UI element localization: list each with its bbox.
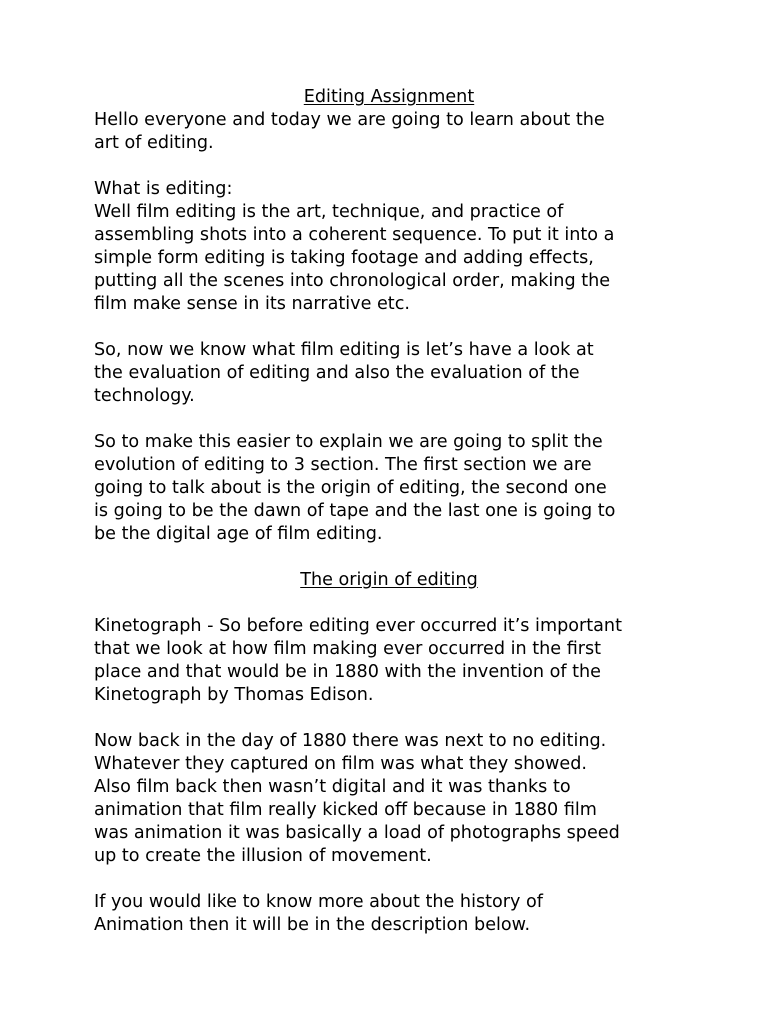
document-title: Editing Assignment	[303, 87, 475, 107]
kinetograph-paragraph: Kinetograph - So before editing ever occurred it’s important that we look at how film making ever occurred in the first place and that would be in 1880 with the invention of the Kinetograph by Thomas Edison.	[94, 616, 622, 705]
what-is-editing-paragraph: Well film editing is the art, technique, and practice of assembling shots into a coherent sequence. To put it into a simple form editing is taking footage and adding effects, putting all the scenes into chronological order, making the film make sense in its narrative etc.	[94, 202, 615, 314]
intro-paragraph: Hello everyone and today we are going to learn about the art of editing.	[94, 110, 605, 153]
what-is-editing-heading: What is editing:	[94, 179, 233, 199]
evaluation-paragraph: So, now we know what film editing is let’s have a look at the evaluation of editing and also the evaluation of the technology.	[94, 340, 594, 406]
origin-section-heading: The origin of editing	[300, 570, 478, 590]
spacer	[94, 707, 684, 730]
animation-paragraph: If you would like to know more about the history of Animation then it will be in the description below.	[94, 892, 543, 935]
spacer	[94, 592, 684, 615]
year-1880-paragraph: Now back in the day of 1880 there was next to no editing. Whatever they captured on film was what they showed. Also film back then wasn’t digital and it was thanks to animation that film really kicked off because in 1880 film was animation it was basically a load of photographs speed up to create the illusion of movement.	[94, 731, 620, 866]
spacer	[94, 408, 684, 431]
spacer	[94, 546, 684, 569]
spacer	[94, 155, 684, 178]
document-page	[94, 86, 684, 937]
sections-paragraph: So to make this easier to explain we are going to split the evolution of editing to 3 section. The first section we are going to talk about is the origin of editing, the second one is going to be the dawn of tape and the last one is going to be the digital age of film editing.	[94, 432, 616, 544]
spacer	[94, 316, 684, 339]
spacer	[94, 868, 684, 891]
